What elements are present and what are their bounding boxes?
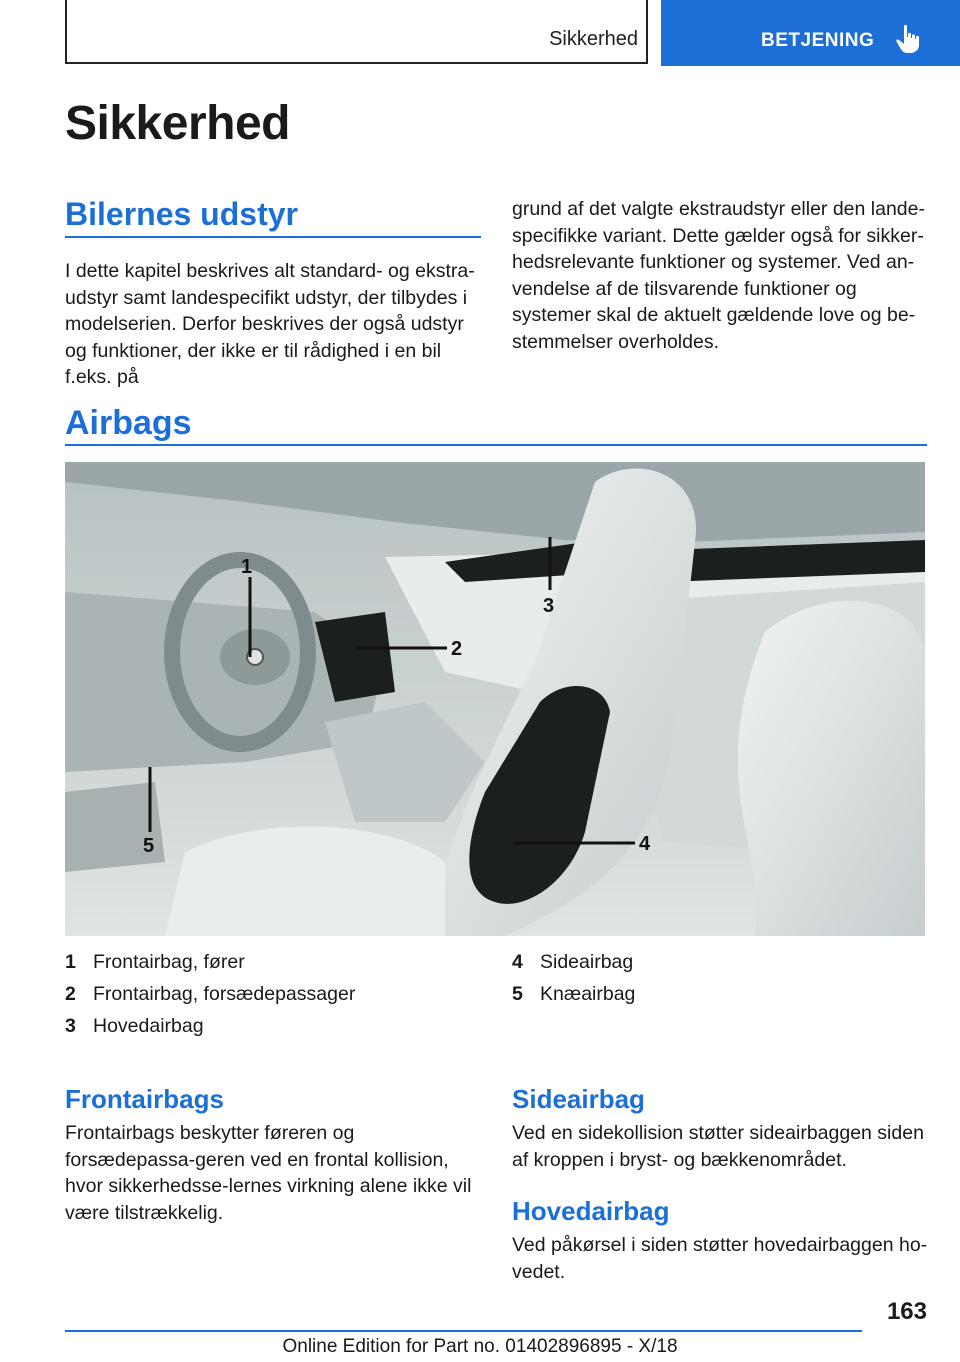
legend-text: Frontairbag, forsædepassager [93,983,356,1005]
callout-3: 3 [543,595,555,617]
legend-item [512,946,928,978]
callout-5: 5 [143,835,155,857]
callout-2: 2 [451,638,463,660]
hovedairbag-text: Ved påkørsel i siden støtter hovedairbaggen ho-vedet. [512,1234,928,1283]
callout-4: 4 [639,833,651,855]
frontairbags-text: Frontairbags beskytter føreren og forsædepassa-geren ved en frontal kollision, hvor sikkerhedsse-lernes virkning alene ikke vil være tilstrækkelig. [65,1122,472,1224]
bilernes-text-col1: I dette kapitel beskrives alt standard- og ekstra-udstyr samt landespecifikt udstyr, der tilbydes i modelserien. Derfor beskrives der også udstyr og funktioner, der ikke er til rådighed i en bil f.eks. på [65,260,475,388]
sideairbag-text: Ved en sidekollision støtter sideairbaggen siden af kroppen i bryst- og bækkenområdet. [512,1122,924,1171]
page-number: 163 [886,1298,927,1325]
legend-text: Hovedairbag [93,1015,204,1037]
section-heading-bilernes: Bilernes udstyr [65,196,298,232]
header-section-label: Sikkerhed [549,28,638,50]
pointing-hand-icon [895,24,921,54]
heading-hovedairbag: Hovedairbag [512,1196,670,1226]
footer-edition: Online Edition for Part no. 01402896895 - X/18 [282,1336,678,1357]
legend-number: 2 [65,983,76,1005]
airbag-illustration [65,462,925,936]
legend-item [65,978,481,1010]
callout-1: 1 [241,556,253,578]
legend-item [65,1010,481,1042]
footer-rule [65,1330,862,1332]
legend-text: Frontairbag, fører [93,951,245,973]
section-rule-bilernes [65,236,481,238]
legend-number: 3 [65,1015,76,1037]
bilernes-text-col2: grund af det valgte ekstraudstyr eller den lande-specifikke variant. Dette gælder også for sikker-hedsrelevante funktioner og systemer. Ved an-vendelse af de tilsvarende funktioner og systemer skal de aktuelt gældende love og be-stemmelser overholdes. [512,198,925,353]
section-heading-airbags: Airbags [65,404,192,442]
legend-item [65,946,481,978]
header-chapter-label: BETJENING [761,30,875,51]
legend-text: Sideairbag [540,951,634,973]
page-title: Sikkerhed [65,97,290,150]
header-chapter-tab[interactable] [661,0,960,66]
legend-number: 1 [65,951,76,973]
legend-text: Knæairbag [540,983,636,1005]
airbag-legend-left [65,946,481,1042]
airbag-legend-right [512,946,928,1010]
legend-number: 4 [512,951,523,973]
heading-sideairbag: Sideairbag [512,1084,645,1114]
heading-frontairbags: Frontairbags [65,1084,224,1114]
section-rule-airbags [65,444,927,446]
legend-item [512,978,928,1010]
legend-number: 5 [512,983,523,1005]
